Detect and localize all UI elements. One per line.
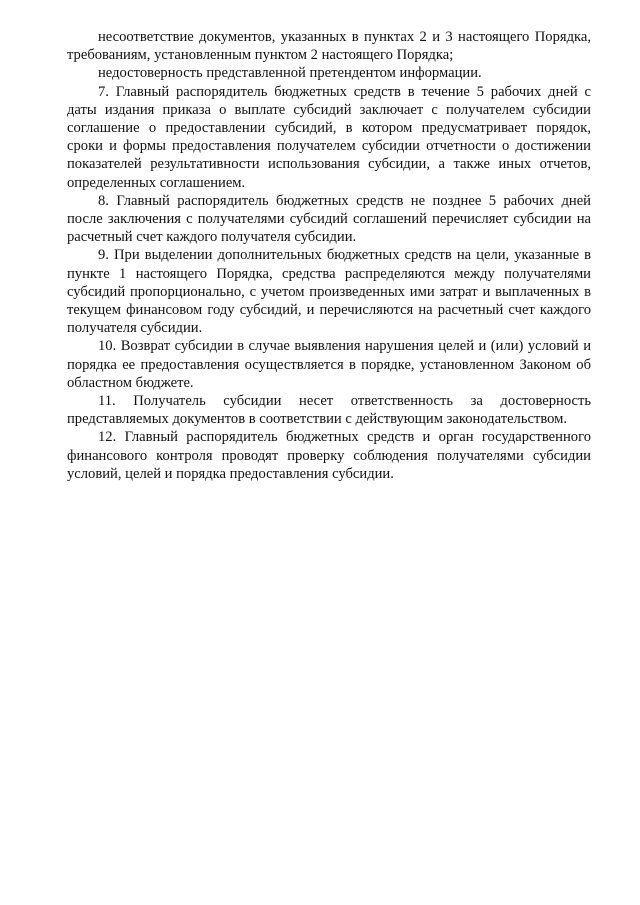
paragraph-noncompliance: несоответствие документов, указанных в пунктах 2 и 3 настоящего Порядка, требованиям, установленным пунктом 2 настоящего Порядка;: [67, 29, 591, 64]
paragraph-item-9: 9. При выделении дополнительных бюджетных средств на цели, указанные в пункте 1 настоящего Порядка, средства распределяются между получателями субсидий пропорционально, с учетом произведенных ими затрат и выплаченных в текущем финансовом году субсидий, и перечисляются на расчетный счет каждого получателя субсидии.: [67, 247, 591, 337]
paragraph-item-12: 12. Главный распорядитель бюджетных средств и орган государственного финансового контроля проводят проверку соблюдения получателями субсидии условий, целей и порядка предоставления субсидии.: [67, 429, 591, 482]
paragraph-item-7: 7. Главный распорядитель бюджетных средств в течение 5 рабочих дней с даты издания приказа о выплате субсидий заключает с получателем субсидии соглашение о предоставлении субсидий, в котором предусматривает порядок, сроки и формы предоставления получателем субсидии отчетности о достижении показателей результативности использования субсидии, а также иных отчетов, определенных соглашением.: [67, 83, 591, 191]
paragraph-item-8: 8. Главный распорядитель бюджетных средств не позднее 5 рабочих дней после заключения с получателями субсидий соглашений перечисляет субсидии на расчетный счет каждого получателя субсидии.: [67, 192, 591, 246]
paragraph-item-10: 10. Возврат субсидии в случае выявления нарушения целей и (или) условий и порядка ее предоставления осуществляется в порядке, установленном Законом об областном бюджете.: [67, 338, 591, 391]
document-body: [67, 28, 591, 483]
paragraph-item-11: 11. Получатель субсидии несет ответственность за достоверность представляемых документов в соответствии с действующим законодательством.: [67, 393, 591, 428]
paragraph-unreliable-info: недостоверность представленной претендентом информации.: [98, 65, 482, 82]
